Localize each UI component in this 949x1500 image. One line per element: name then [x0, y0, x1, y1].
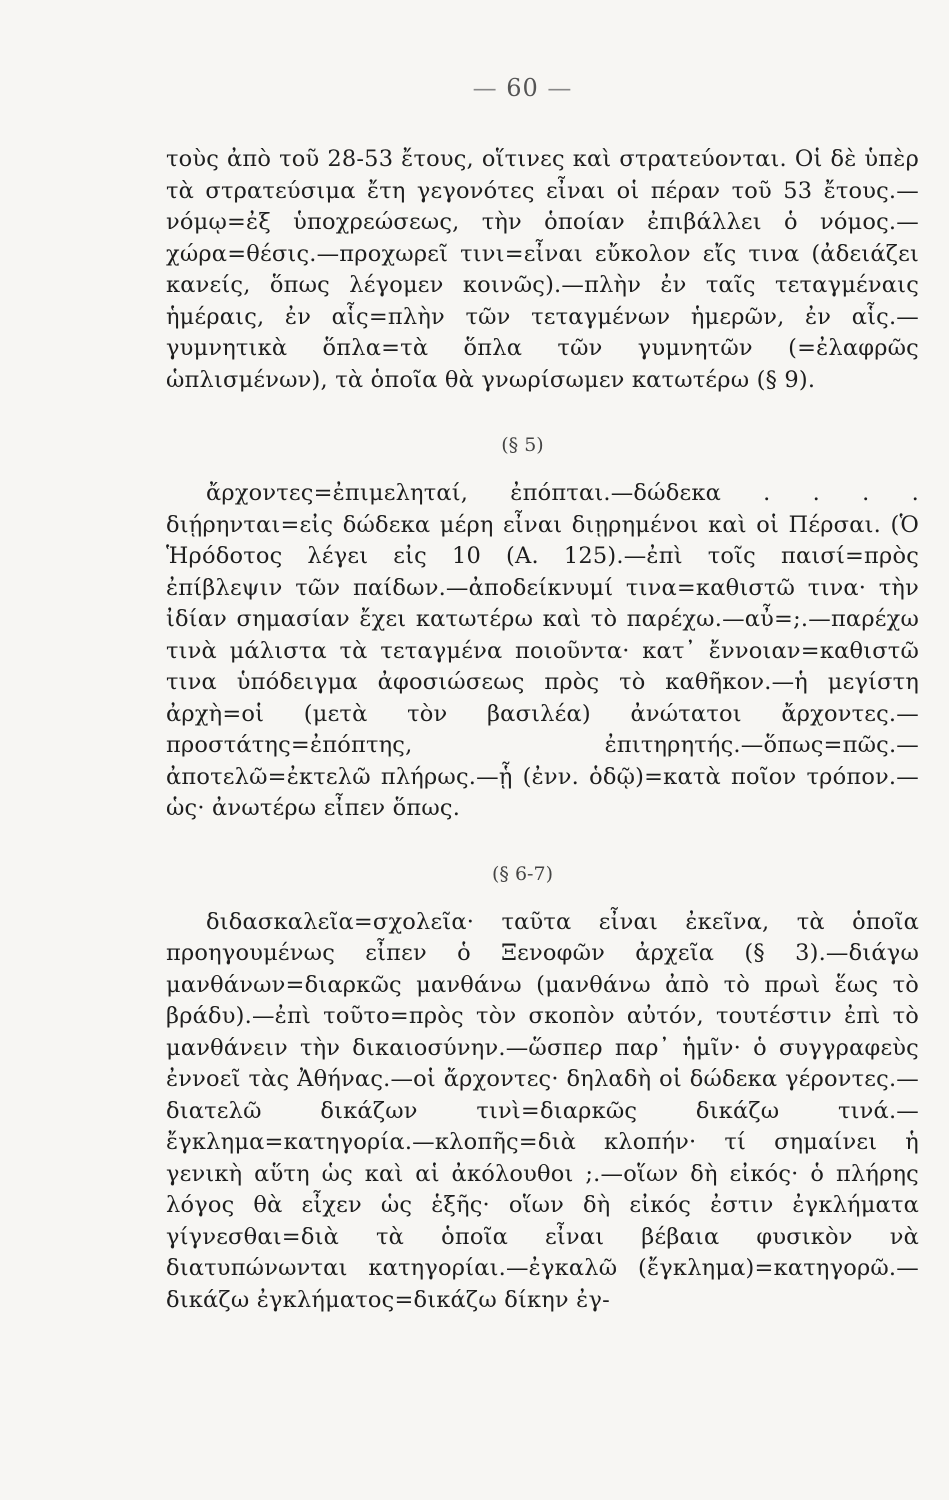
page-number-value: 60 — [506, 74, 539, 102]
commentary-paragraph-2: ἄρχοντες=ἐπιμεληταί, ἐπόπται.—δώδεκα . . . . διῄρηνται=εἰς δώδεκα μέρη εἶναι διῃρημένοι καὶ οἱ Πέρσαι. (Ὁ Ἡρόδοτος λέγει εἰς 10 (Α. 125).—ἐπὶ τοῖς παισί=πρὸς ἐπίβλεψιν τῶν παίδων.—ἀποδείκνυμί τινα=καθιστῶ τινα· τὴν ἰδίαν σημασίαν ἔχει κατωτέρω καὶ τὸ παρέχω.—αὖ=;.—παρέχω τινὰ μάλιστα τὰ τεταγμένα ποιοῦντα· κατ᾽ ἔννοιαν=καθιστῶ τινα ὑπόδειγμα ἀφοσιώσεως πρὸς τὸ καθῆκον.—ἡ μεγίστη ἀρχὴ=οἱ (μετὰ τὸν βασιλέα) ἀνώτατοι ἄρχοντες.—προστάτης=ἐπόπτης, ἐπιτηρητής.—ὅπως=πῶς.—ἀποτελῶ=ἐκτελῶ πλήρως.—ᾗ (ἐνν. ὁδῷ)=κατὰ ποῖον τρόπον.—ὡς· ἀνωτέρω εἶπεν ὅπως. — [166, 480, 919, 821]
page-number: — 60 — — [472, 74, 573, 102]
commentary-paragraph-3: διδασκαλεῖα=σχολεῖα· ταῦτα εἶναι ἐκεῖνα, τὰ ὁποῖα προηγουμένως εἶπεν ὁ Ξενοφῶν ἀρχεῖα (§ 3).—διάγω μανθάνων=διαρκῶς μανθάνω (μανθάνω ἀπὸ τὸ πρωὶ ἕως τὸ βράδυ).—ἐπὶ τοῦτο=πρὸς τὸν σκοπὸν αὐτόν, τουτέστιν ἐπὶ τὸ μανθάνειν τὴν δικαιοσύνην.—ὥσπερ παρ᾽ ἡμῖν· ὁ συγγραφεὺς ἐννοεῖ τὰς Ἀθήνας.—οἱ ἄρχοντες· δηλαδὴ οἱ δώδεκα γέροντες.—διατελῶ δικάζων τινὶ=διαρκῶς δικάζω τινά.—ἔγκλημα=κατηγορία.—κλοπῆς=διὰ κλοπήν· τί σημαίνει ἡ γενικὴ αὕτη ὡς καὶ αἱ ἀκόλουθοι ;.—οἵων δὴ εἰκός· ὁ πλήρης λόγος θὰ εἶχεν ὡς ἑξῆς· οἵων δὴ εἰκός ἐστιν ἐγκλήματα γίγνεσθαι=διὰ τὰ ὁποῖα εἶναι βέβαια φυσικὸν νὰ διατυπώνωνται κατηγορίαι.—ἐγκαλῶ (ἔγκλημα)=κατηγορῶ.—δικάζω ἐγκλήματος=δικάζω δίκην ἐγ- — [166, 908, 919, 1313]
commentary-paragraph-1: τοὺς ἀπὸ τοῦ 28-53 ἔτους, οἵτινες καὶ στρατεύονται. Οἱ δὲ ὑπὲρ τὰ στρατεύσιμα ἔτη γεγονότες εἶναι οἱ πέραν τοῦ 53 ἔτους.—νόμῳ=ἐξ ὑποχρεώσεως, τὴν ὁποίαν ἐπιβάλλει ὁ νόμος.—χώρα=θέσις.—προχωρεῖ τινι=εἶναι εὔκολον εἴς τινα (ἀδειάζει κανείς, ὅπως λέγομεν κοινῶς).—πλὴν ἐν ταῖς τεταγμέναις ἡμέραις, ἐν αἷς=πλὴν τῶν τεταγμένων ἡμερῶν, ἐν αἷς.—γυμνητικὰ ὅπλα=τὰ ὅπλα τῶν γυμνητῶν (=ἐλαφρῶς ὡπλισμένων), τὰ ὁποῖα θὰ γνωρίσωμεν κατωτέρω (§ 9). — [166, 146, 919, 393]
section-heading-6-7: (§ 6-7) — [492, 862, 553, 885]
section-heading-5: (§ 5) — [501, 434, 544, 456]
